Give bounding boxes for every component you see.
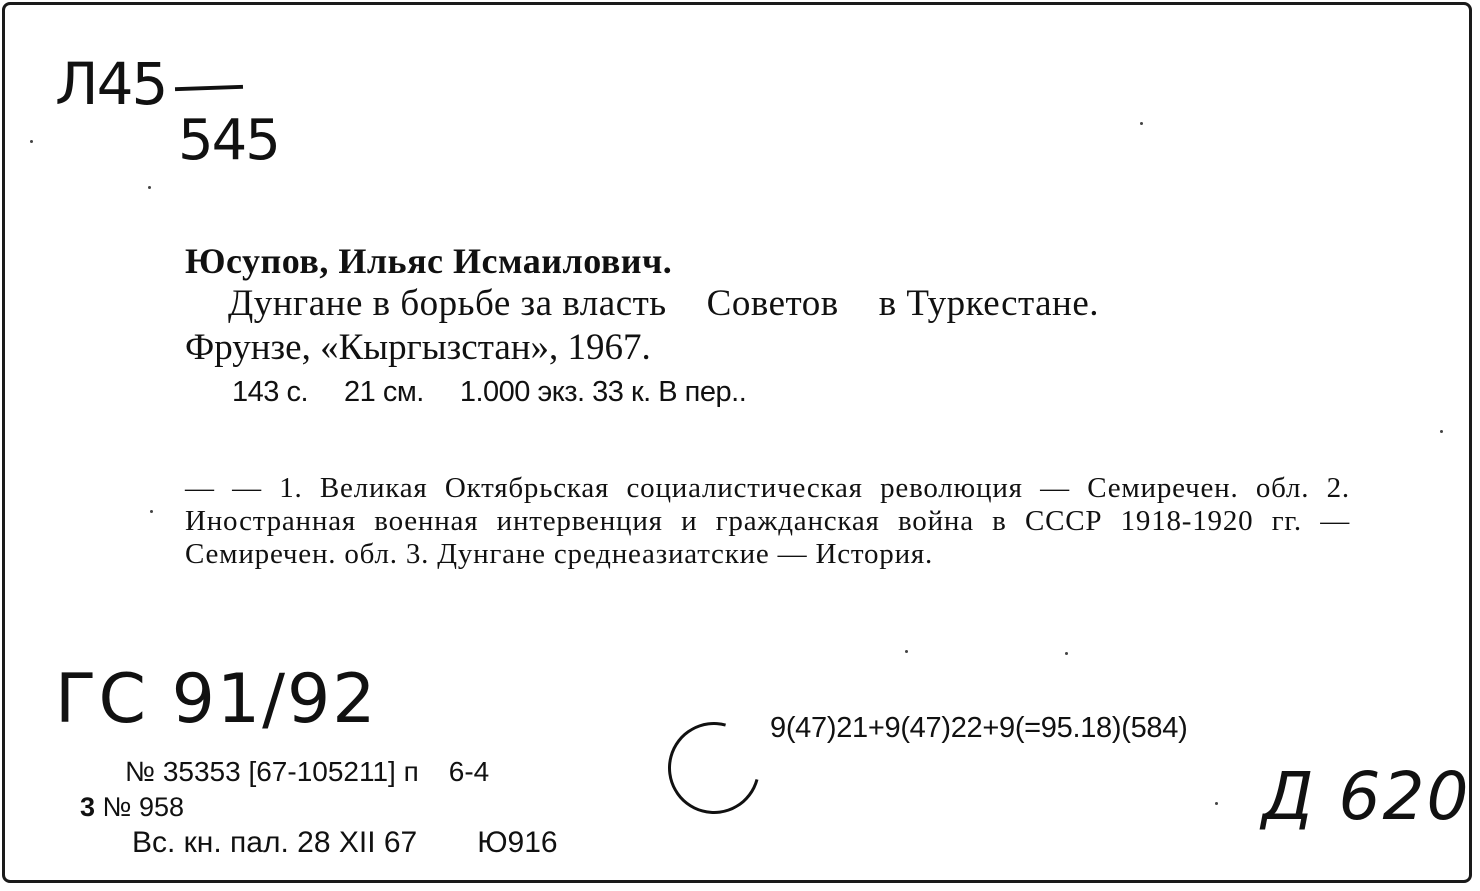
- book-chamber: Вс. кн. пал. 28 XII 67: [132, 826, 418, 859]
- speck: [148, 186, 151, 189]
- classification-index: 9(47)21+9(47)22+9(=95.18)(584): [770, 712, 1188, 744]
- handwritten-code: ГС 91/92: [55, 660, 378, 739]
- speck: [1065, 652, 1068, 655]
- edition: 1.000 экз. 33 к. В пер..: [459, 376, 747, 408]
- author-heading: Юсупов, Ильяс Исмаилович.: [185, 241, 673, 281]
- order-number-line: [80, 792, 184, 823]
- subject-headings: — — 1. Великая Октябрьская социалистическая революция — Семиречен. обл. 2. Иностранная военная интервенция и гражданская война в СССР 1918-1920 гг. — Семиречен. обл. 3. Дунгане среднеазиатские — История.: [185, 472, 1350, 570]
- shelfmark-top: Л45: [55, 50, 167, 118]
- title-part-3: в Туркестане.: [878, 283, 1100, 324]
- order-number-prefix: 3: [80, 792, 96, 822]
- speck: [1440, 430, 1443, 433]
- registration-number: № 35353 [67-105211] п: [125, 756, 419, 787]
- size: 21 см.: [344, 376, 424, 408]
- pages: 143 с.: [232, 376, 308, 408]
- physical-description: [232, 376, 746, 409]
- registration-code: 6-4: [448, 756, 490, 787]
- speck: [1215, 802, 1218, 805]
- speck: [30, 140, 33, 143]
- title-part-2: Советов: [706, 283, 839, 324]
- registration-line: [125, 756, 489, 788]
- title-part-1: Дунгане в борьбе за власть: [228, 283, 667, 324]
- book-chamber-code: Ю916: [477, 826, 558, 859]
- imprint: Фрунзе, «Кыргызстан», 1967.: [185, 327, 651, 368]
- speck: [150, 510, 153, 513]
- order-number: № 958: [102, 792, 185, 822]
- shelfmark-bottom: 545: [178, 108, 279, 173]
- speck: [905, 650, 908, 653]
- handwritten-inventory: Д 620: [1262, 758, 1471, 835]
- speck: [1140, 122, 1143, 125]
- book-chamber-line: [132, 826, 558, 860]
- title-line: [228, 282, 1099, 325]
